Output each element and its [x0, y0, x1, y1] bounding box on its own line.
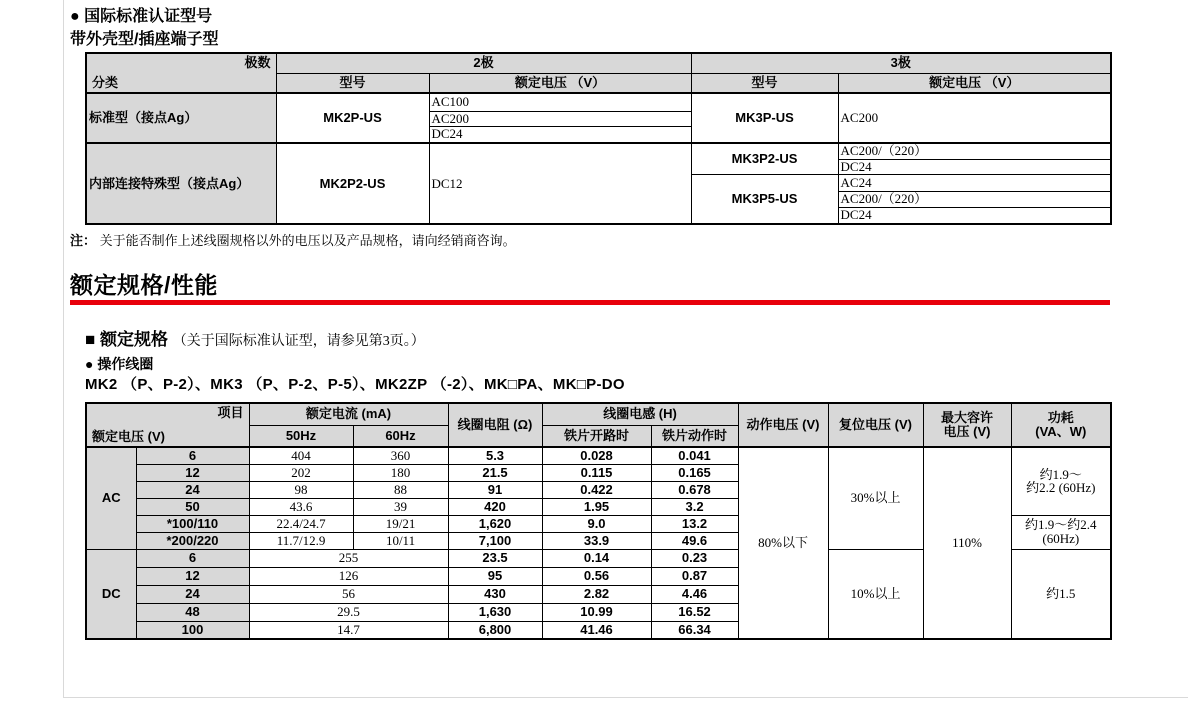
voltage-cell: AC100: [429, 93, 691, 111]
col-inductance-operated: 66.34: [651, 621, 738, 639]
col-current: 126: [249, 567, 448, 585]
corner-box: [89, 54, 274, 92]
model-mk2p2-us: MK2P2-US: [276, 143, 429, 224]
voltage-cell: AC200: [429, 111, 691, 126]
armature-open-header: 铁片开路时: [542, 425, 651, 447]
section-title: 额定规格/性能: [70, 272, 218, 298]
model-table: [85, 52, 1112, 225]
voltage-cell: DC24: [429, 126, 691, 143]
col-resistance: 1,630: [448, 603, 542, 621]
hz50-header: 50Hz: [249, 425, 353, 447]
col-inductance-open: 2.82: [542, 585, 651, 603]
col-voltage: *200/220: [136, 532, 249, 549]
col-current-60hz: 19/21: [353, 515, 448, 532]
release-voltage-dc-value: 10%以上: [828, 549, 923, 639]
power-ac-high-line2: (60Hz): [1042, 531, 1080, 546]
col-inductance-open: 0.56: [542, 567, 651, 585]
spec-heading-text: ■ 额定规格: [85, 330, 168, 349]
voltage-cell: DC12: [429, 143, 691, 224]
max-voltage-line2: 电压 (V): [943, 424, 991, 439]
power-ac-low-value: [1011, 447, 1111, 515]
page-edge-left: [63, 0, 64, 698]
col-inductance-open: 41.46: [542, 621, 651, 639]
col-inductance-operated: 0.165: [651, 464, 738, 481]
col-inductance-operated: 16.52: [651, 603, 738, 621]
corner-cell: [86, 403, 249, 447]
col-resistance: 6,800: [448, 621, 542, 639]
max-voltage-line1: 最大容许: [941, 410, 994, 426]
voltage-cell: AC24: [838, 174, 1111, 191]
coil-resistance-header: 线圈电阻 (Ω): [448, 403, 542, 447]
power-ac-high-value: [1011, 515, 1111, 549]
col-resistance: 95: [448, 567, 542, 585]
col-inductance-operated: 3.2: [651, 498, 738, 515]
col-inductance-operated: 0.041: [651, 447, 738, 464]
coil-header-row1: [86, 403, 1111, 425]
col-resistance: 91: [448, 481, 542, 498]
col-inductance-operated: 0.23: [651, 549, 738, 567]
model-mk3p2-us: MK3P2-US: [691, 143, 838, 174]
col-current-50hz: 22.4/24.7: [249, 515, 353, 532]
col-resistance: 5.3: [448, 447, 542, 464]
max-voltage-header: [923, 403, 1011, 447]
rated-current-header: 额定电流 (mA): [249, 403, 448, 425]
col-resistance: 21.5: [448, 464, 542, 481]
category-standard: 标准型（接点Ag）: [86, 93, 276, 143]
group-2pole-header: 2极: [276, 53, 691, 73]
col-resistance: 23.5: [448, 549, 542, 567]
col-current-50hz: 98: [249, 481, 353, 498]
case-socket-subheading: 带外壳型/插座端子型: [70, 31, 219, 48]
col-voltage: 48: [136, 603, 249, 621]
release-voltage-header: 复位电压 (V): [828, 403, 923, 447]
page-edge-bottom: [63, 697, 1188, 698]
table-row: [86, 93, 1111, 111]
model-header-2p: 型号: [276, 73, 429, 93]
category-special: 内部连接特殊型（接点Ag）: [86, 143, 276, 224]
col-voltage: 24: [136, 585, 249, 603]
col-current-60hz: 10/11: [353, 532, 448, 549]
coil-inductance-header: 线圈电感 (H): [542, 403, 738, 425]
operate-voltage-header: 动作电压 (V): [738, 403, 828, 447]
col-inductance-open: 0.028: [542, 447, 651, 464]
col-inductance-open: 10.99: [542, 603, 651, 621]
power-ac-high-line1: 约1.9～约2.4: [1025, 517, 1097, 533]
voltage-cell: AC200: [838, 93, 1111, 143]
col-resistance: 420: [448, 498, 542, 515]
hz60-header: 60Hz: [353, 425, 448, 447]
voltage-header-3p: 额定电压 （V）: [838, 73, 1111, 93]
model-mk3p-us: MK3P-US: [691, 93, 838, 143]
operate-voltage-value: 80%以下: [738, 447, 828, 639]
col-current-50hz: 404: [249, 447, 353, 464]
coil-heading: ● 操作线圈: [85, 356, 154, 372]
col-inductance-open: 9.0: [542, 515, 651, 532]
footnote-text: 关于能否制作上述线圈规格以外的电压以及产品规格，请向经销商咨询。: [99, 233, 516, 248]
col-voltage: 50: [136, 498, 249, 515]
col-current-60hz: 88: [353, 481, 448, 498]
col-inductance-open: 0.115: [542, 464, 651, 481]
voltage-cell: AC200/（220）: [838, 191, 1111, 207]
voltage-cell: DC24: [838, 207, 1111, 224]
power-line1: 功耗: [1047, 410, 1074, 426]
voltage-cell: DC24: [838, 159, 1111, 174]
power-ac-low-line1: 约1.9～: [1039, 466, 1082, 482]
col-inductance-open: 33.9: [542, 532, 651, 549]
armature-operated-header: 铁片动作时: [651, 425, 738, 447]
col-inductance-operated: 49.6: [651, 532, 738, 549]
col-voltage: *100/110: [136, 515, 249, 532]
max-voltage-value: 110%: [923, 447, 1011, 639]
col-voltage: 6: [136, 549, 249, 567]
col-inductance-operated: 13.2: [651, 515, 738, 532]
ac-group-label: AC: [86, 447, 136, 549]
col-current: 255: [249, 549, 448, 567]
group-3pole-header: 3极: [691, 53, 1111, 73]
footnote: [70, 233, 516, 249]
col-voltage: 6: [136, 447, 249, 464]
spec-heading-note: （关于国际标准认证型，请参见第3页。）: [172, 334, 425, 349]
col-voltage: 100: [136, 621, 249, 639]
col-current: 14.7: [249, 621, 448, 639]
classification-label: 分类: [92, 75, 119, 91]
col-inductance-open: 1.95: [542, 498, 651, 515]
spec-heading: [85, 325, 425, 350]
corner-cell: [86, 53, 276, 93]
corner-box: [89, 404, 247, 446]
col-resistance: 1,620: [448, 515, 542, 532]
col-current: 56: [249, 585, 448, 603]
rated-voltage-label: 额定电压 (V): [92, 429, 165, 445]
model-mk2p-us: MK2P-US: [276, 93, 429, 143]
col-voltage: 12: [136, 464, 249, 481]
table-row: [86, 143, 1111, 159]
col-inductance-operated: 0.678: [651, 481, 738, 498]
col-inductance-operated: 4.46: [651, 585, 738, 603]
certified-models-heading-block: [70, 5, 218, 51]
col-voltage: 12: [136, 567, 249, 585]
col-current-50hz: 43.6: [249, 498, 353, 515]
col-current-60hz: 39: [353, 498, 448, 515]
power-dc-value: 约1.5: [1011, 549, 1111, 639]
col-current: 29.5: [249, 603, 448, 621]
model-header-3p: 型号: [691, 73, 838, 93]
col-inductance-operated: 0.87: [651, 567, 738, 585]
voltage-cell: AC200/（220）: [838, 143, 1111, 159]
dc-group-label: DC: [86, 549, 136, 639]
col-voltage: 24: [136, 481, 249, 498]
col-current-50hz: 11.7/12.9: [249, 532, 353, 549]
col-current-60hz: 360: [353, 447, 448, 464]
col-resistance: 7,100: [448, 532, 542, 549]
col-current-50hz: 202: [249, 464, 353, 481]
coil-models-line: MK2 （P、P-2）、MK3 （P、P-2、P-5）、MK2ZP （-2）、MK□PA、MK□P-DO: [85, 376, 625, 393]
certified-models-heading: ● 国际标准认证型号: [70, 8, 213, 25]
power-header: [1011, 403, 1111, 447]
voltage-header-2p: 额定电压 （V）: [429, 73, 691, 93]
col-inductance-open: 0.14: [542, 549, 651, 567]
poles-label: 极数: [244, 55, 271, 70]
item-label: 项目: [217, 405, 244, 420]
coil-spec-table: [85, 402, 1112, 640]
power-line2: (VA、W): [1035, 424, 1087, 439]
release-voltage-ac-value: 30%以上: [828, 447, 923, 549]
col-resistance: 430: [448, 585, 542, 603]
model-table-header-row1: [86, 53, 1111, 73]
col-inductance-open: 0.422: [542, 481, 651, 498]
power-ac-low-line2: 约2.2 (60Hz): [1026, 480, 1096, 496]
footnote-label: 注：: [70, 233, 97, 248]
col-current-60hz: 180: [353, 464, 448, 481]
table-row: [86, 447, 1111, 464]
model-mk3p5-us: MK3P5-US: [691, 174, 838, 224]
section-accent-bar: [70, 300, 1110, 305]
